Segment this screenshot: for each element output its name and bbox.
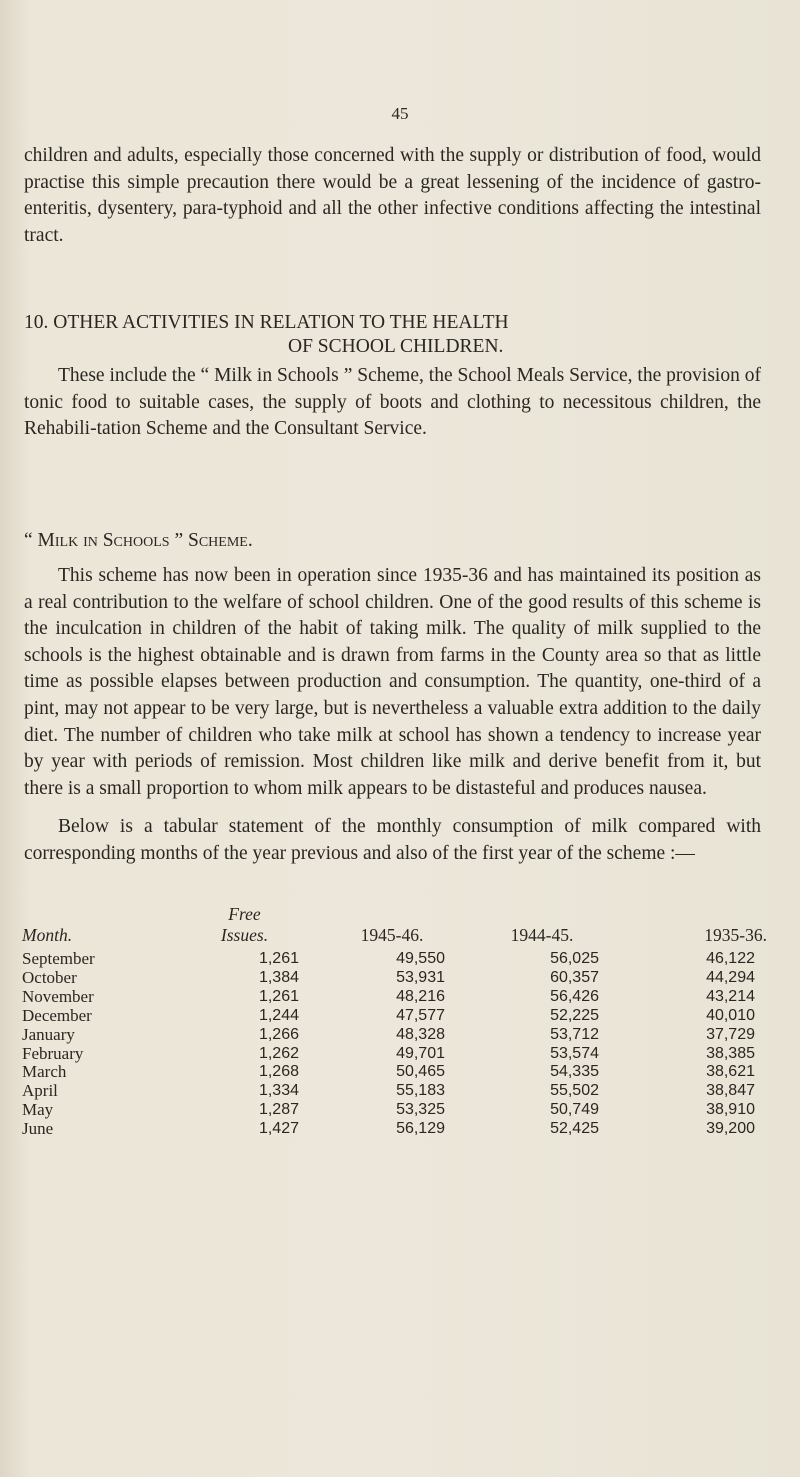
scheme-paragraph: This scheme has now been in operation since 1935-36 and has maintained its position as a real contribution to the welfare of school children. One of the good results of this scheme is the inculcation in children of the habit of taking milk. The quality of milk supplied to the schools is the highest obtainable and is drawn from farms in the County area so that as little time as possible elapses between production and consumption. The quantity, one-third of a pint, may not appear to be very large, but is nevertheless a valuable extra addition to the daily diet. The number of children who take milk at school has shown a tendency to increase year by year with periods of remission. Most children like milk and derive benefit from it, but there is a small proportion to whom milk appears to be distasteful and produces nausea. (24, 565, 761, 799)
y1944-cell: 53,712 (550, 1025, 599, 1043)
header-month: Month. (22, 925, 73, 945)
free-cell: 1,261 (258, 987, 299, 1005)
free-cell: 1,334 (258, 1082, 299, 1100)
y1944-cell: 52,225 (550, 1006, 599, 1024)
table-row (22, 1063, 767, 1082)
activities-paragraph: These include the “ Milk in Schools ” Scheme, the School Meals Service, the provision of tonic food to suitable cases, the supply of boots and clothing to necessitous children, the Rehabili-tation Scheme and the Consultant Service. (24, 365, 761, 440)
y1944-cell: 55,502 (550, 1082, 599, 1100)
month-cell: June (22, 1119, 54, 1139)
month-cell: May (22, 1100, 54, 1120)
section-heading-line1: 10. OTHER ACTIVITIES IN RELATION TO THE HEALTH (24, 312, 509, 333)
free-cell: 1,244 (258, 1006, 299, 1024)
table-row (22, 1026, 767, 1045)
y1945-cell: 49,701 (396, 1044, 445, 1062)
header-1944-45: 1944-45. (510, 925, 574, 945)
month-cell: March (22, 1062, 67, 1082)
table-row (22, 1082, 767, 1101)
header-free-line1: Free (228, 904, 261, 924)
y1935-cell: 38,910 (706, 1101, 755, 1119)
header-free-line2: Issues. (220, 925, 269, 945)
y1935-cell: 44,294 (706, 968, 755, 986)
month-cell: February (22, 1043, 84, 1063)
month-cell: November (22, 986, 94, 1006)
y1945-cell: 48,328 (396, 1025, 445, 1043)
y1945-cell: 53,325 (396, 1101, 445, 1119)
y1944-cell: 53,574 (550, 1044, 599, 1062)
table-row (22, 988, 767, 1007)
table-row (22, 1101, 767, 1120)
page-number: 45 (391, 104, 409, 123)
y1944-cell: 56,426 (550, 987, 599, 1005)
y1935-cell: 39,200 (706, 1120, 755, 1138)
table-row (22, 1007, 767, 1026)
y1944-cell: 54,335 (550, 1063, 599, 1081)
free-cell: 1,266 (258, 1025, 299, 1043)
y1945-cell: 47,577 (396, 1006, 445, 1024)
month-cell: December (22, 1005, 92, 1025)
table-row (22, 969, 767, 988)
section-heading (24, 311, 761, 359)
y1945-cell: 48,216 (396, 987, 445, 1005)
y1945-cell: 49,550 (396, 950, 445, 967)
intro-paragraph: children and adults, especially those concerned with the supply or distribution of food, would practise this simple precaution there would be a great lessening of the incidence of gastro-enteritis, dysentery, para-typhoid and all the other infective conditions affecting the intestinal tract. (24, 145, 761, 246)
scheme-subheading: “ Milk in Schools ” Scheme. (24, 530, 253, 551)
header-free-issues (172, 904, 317, 950)
free-cell: 1,261 (258, 950, 299, 967)
y1944-cell: 56,025 (550, 950, 599, 967)
y1935-cell: 38,385 (706, 1044, 755, 1062)
table-row (22, 1120, 767, 1139)
y1945-cell: 56,129 (396, 1120, 445, 1138)
y1935-cell: 43,214 (706, 987, 755, 1005)
table-header-row (22, 904, 767, 950)
milk-consumption-table (22, 904, 767, 1139)
y1944-cell: 60,357 (550, 968, 599, 986)
y1945-cell: 55,183 (396, 1082, 445, 1100)
y1945-cell: 50,465 (396, 1063, 445, 1081)
header-1945-46: 1945-46. (360, 925, 424, 945)
y1944-cell: 50,749 (550, 1101, 599, 1119)
free-cell: 1,287 (258, 1101, 299, 1119)
free-cell: 1,384 (258, 968, 299, 986)
section-heading-line2: OF SCHOOL CHILDREN. (288, 336, 504, 357)
header-1935-36: 1935-36. (704, 925, 767, 945)
month-cell: September (22, 949, 95, 968)
y1944-cell: 52,425 (550, 1120, 599, 1138)
y1935-cell: 38,621 (706, 1063, 755, 1081)
y1935-cell: 37,729 (706, 1025, 755, 1043)
table-intro-paragraph: Below is a tabular statement of the monthly consumption of milk compared with corresponding months of the year previous and also of the first year of the scheme :— (24, 816, 761, 864)
free-cell: 1,268 (258, 1063, 299, 1081)
y1935-cell: 38,847 (706, 1082, 755, 1100)
free-cell: 1,262 (258, 1044, 299, 1062)
month-cell: January (22, 1024, 75, 1044)
y1935-cell: 46,122 (706, 950, 755, 967)
month-cell: April (22, 1081, 58, 1101)
free-cell: 1,427 (258, 1120, 299, 1138)
y1935-cell: 40,010 (706, 1006, 755, 1024)
month-cell: October (22, 967, 77, 987)
y1945-cell: 53,931 (396, 968, 445, 986)
table-row (22, 950, 767, 969)
table-row (22, 1045, 767, 1064)
